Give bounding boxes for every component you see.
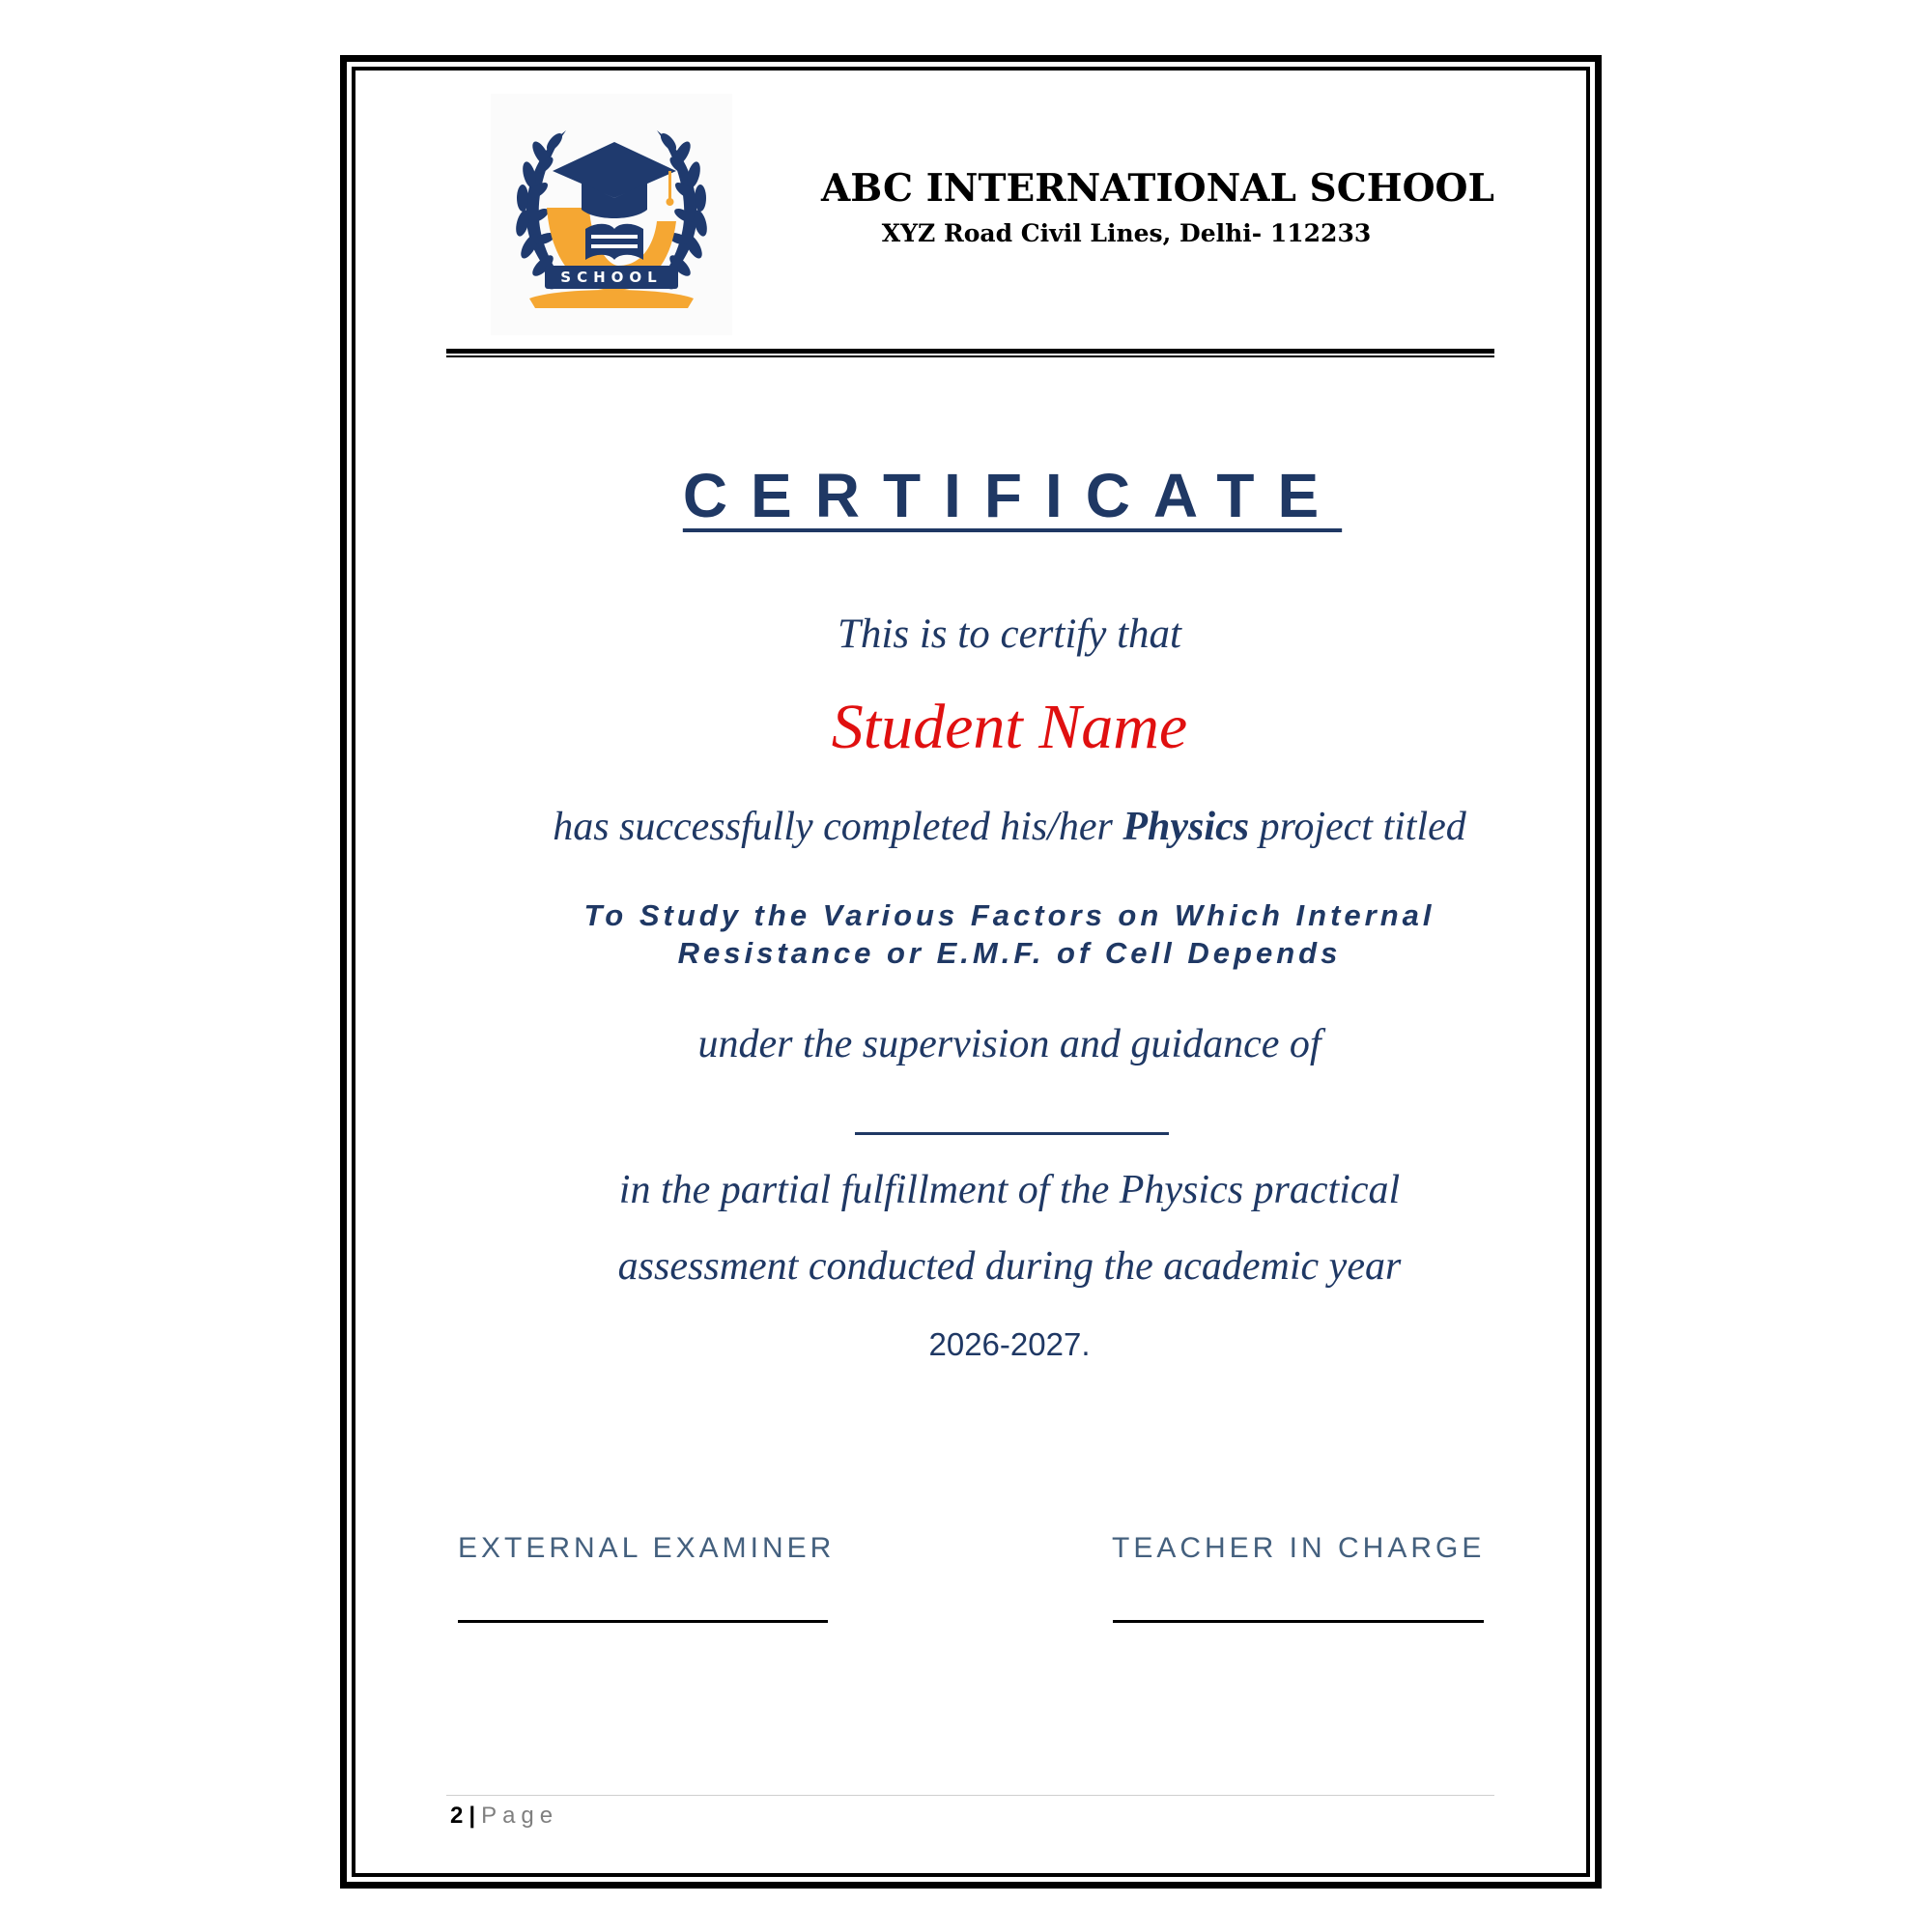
certificate-title: CERTIFICATE: [682, 461, 1343, 530]
teacher-signature-line: [1113, 1620, 1484, 1623]
header-divider: [446, 349, 1494, 354]
completed-line: [444, 804, 1575, 850]
school-name: ABC INTERNATIONAL SCHOOL: [821, 166, 1494, 211]
assessment-line: assessment conducted during the academic year: [617, 1244, 1402, 1289]
project-title-line-2: Resistance or E.M.F. of Cell Depends: [677, 936, 1342, 970]
completed-prefix: has successfully completed his/her: [553, 805, 1123, 849]
completed-suffix: project titled: [1249, 805, 1466, 849]
book-icon: [585, 224, 643, 260]
page-footer: [450, 1803, 558, 1830]
header-divider-thin: [446, 355, 1494, 357]
academic-year: 2026-2027.: [928, 1326, 1091, 1362]
certify-line: This is to certify that: [838, 611, 1181, 657]
logo-school-text: SCHOOL: [560, 269, 663, 286]
page-label: Page: [481, 1803, 559, 1829]
school-address: XYZ Road Civil Lines, Delhi- 112233: [881, 219, 1372, 247]
supervisor-name-blank: [855, 1132, 1169, 1135]
external-examiner-signature-line: [458, 1620, 828, 1623]
teacher-in-charge-label: TEACHER IN CHARGE: [1112, 1532, 1486, 1564]
page-border-inner: [352, 67, 1590, 1877]
footer-separator: |: [469, 1803, 476, 1829]
project-title-line-1: To Study the Various Factors on Which Internal: [583, 898, 1435, 932]
subject-name: Physics: [1122, 805, 1250, 849]
supervision-line: under the supervision and guidance of: [697, 1022, 1321, 1066]
student-name: Student Name: [831, 692, 1188, 762]
project-title: [444, 896, 1575, 972]
external-examiner-label: EXTERNAL EXAMINER: [458, 1532, 836, 1564]
fulfillment-line: in the partial fulfillment of the Physics practical: [618, 1168, 1401, 1212]
school-logo: [491, 94, 732, 335]
page-number: 2: [450, 1803, 464, 1829]
footer-divider: [446, 1795, 1494, 1796]
